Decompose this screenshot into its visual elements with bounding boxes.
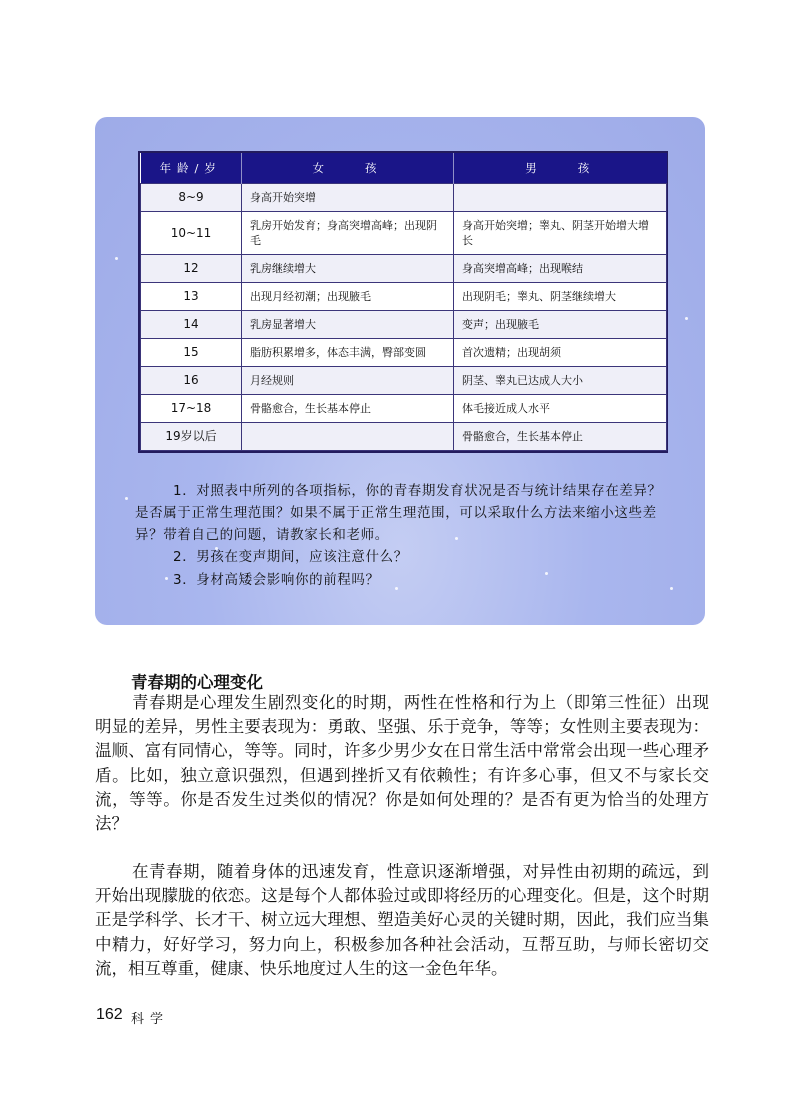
cell-boy: 出现阴毛；睾丸、阴茎继续增大 <box>454 283 667 311</box>
cell-boy: 身高突增高峰；出现喉结 <box>454 255 667 283</box>
table-row <box>141 283 667 311</box>
activity-panel <box>95 117 705 625</box>
cell-girl: 乳房继续增大 <box>242 255 454 283</box>
table-row <box>141 339 667 367</box>
cell-age: 19岁以后 <box>141 423 242 451</box>
cell-girl: 乳房显著增大 <box>242 311 454 339</box>
header-boy: 男 孩 <box>454 153 667 184</box>
cell-girl <box>242 423 454 451</box>
cell-age: 12 <box>141 255 242 283</box>
cell-boy: 体毛接近成人水平 <box>454 395 667 423</box>
table-header-row <box>141 153 667 184</box>
cell-girl: 乳房开始发育；身高突增高峰；出现阴毛 <box>242 212 454 255</box>
cell-girl: 月经规则 <box>242 367 454 395</box>
question-1: 1．对照表中所列的各项指标，你的青春期发育状况是否与统计结果存在差异？是否属于正常生理范围？如果不属于正常生理范围，可以采取什么方法来缩小这些差异？带着自己的问题，请教家长和老师。 <box>135 483 662 543</box>
table-row <box>141 395 667 423</box>
table-row <box>141 184 667 212</box>
table-row <box>141 311 667 339</box>
paragraph-2: 在青春期，随着身体的迅速发育，性意识逐渐增强，对异性由初期的疏远，到开始出现朦胧的依恋。这是每个人都体验过或即将经历的心理变化。但是，这个时期正是学科学、长才干、树立远大理想、塑造美好心灵的关键时期，因此，我们应当集中精力，好好学习，努力向上，积极参加各种社会活动，互帮互助，与师长密切交流，相互尊重，健康、快乐地度过人生的这一金色年华。 <box>95 862 709 978</box>
table-row <box>141 367 667 395</box>
development-table <box>138 151 668 453</box>
cell-age: 8~9 <box>141 184 242 212</box>
cell-girl: 脂肪积累增多，体态丰满，臀部变圆 <box>242 339 454 367</box>
cell-boy: 阴茎、睾丸已达成人大小 <box>454 367 667 395</box>
cell-age: 15 <box>141 339 242 367</box>
cell-girl: 骨骼愈合，生长基本停止 <box>242 395 454 423</box>
header-age: 年龄/岁 <box>141 153 242 184</box>
question-2: 2．男孩在变声期间，应该注意什么？ <box>173 549 408 565</box>
table-row <box>141 255 667 283</box>
cell-boy: 首次遗精；出现胡须 <box>454 339 667 367</box>
cell-age: 17~18 <box>141 395 242 423</box>
paragraph-1: 青春期是心理发生剧烈变化的时期，两性在性格和行为上（即第三性征）出现明显的差异，男性主要表现为：勇敢、坚强、乐于竞争，等等；女性则主要表现为：温顺、富有同情心，等等。同时，许多少男少女在日常生活中常常会出现一些心理矛盾。比如，独立意识强烈，但遇到挫折又有依赖性；有许多心事，但又不与家长交流，等等。你是否发生过类似的情况？你是如何处理的？是否有更为恰当的处理方法？ <box>95 693 709 834</box>
subject-label: 科学 <box>131 1012 170 1027</box>
table-row <box>141 423 667 451</box>
cell-age: 10~11 <box>141 212 242 255</box>
page-number: 162 <box>96 1006 123 1023</box>
question-3: 3．身材高矮会影响你的前程吗？ <box>173 572 380 588</box>
cell-age: 16 <box>141 367 242 395</box>
cell-girl: 身高开始突增 <box>242 184 454 212</box>
cell-age: 13 <box>141 283 242 311</box>
cell-boy: 骨骼愈合，生长基本停止 <box>454 423 667 451</box>
cell-boy: 身高开始突增；睾丸、阴茎开始增大增长 <box>454 212 667 255</box>
cell-age: 14 <box>141 311 242 339</box>
header-girl: 女 孩 <box>242 153 454 184</box>
section-title: 青春期的心理变化 <box>131 673 263 692</box>
cell-boy: 变声；出现腋毛 <box>454 311 667 339</box>
table-row <box>141 212 667 255</box>
cell-girl: 出现月经初潮；出现腋毛 <box>242 283 454 311</box>
cell-boy <box>454 184 667 212</box>
